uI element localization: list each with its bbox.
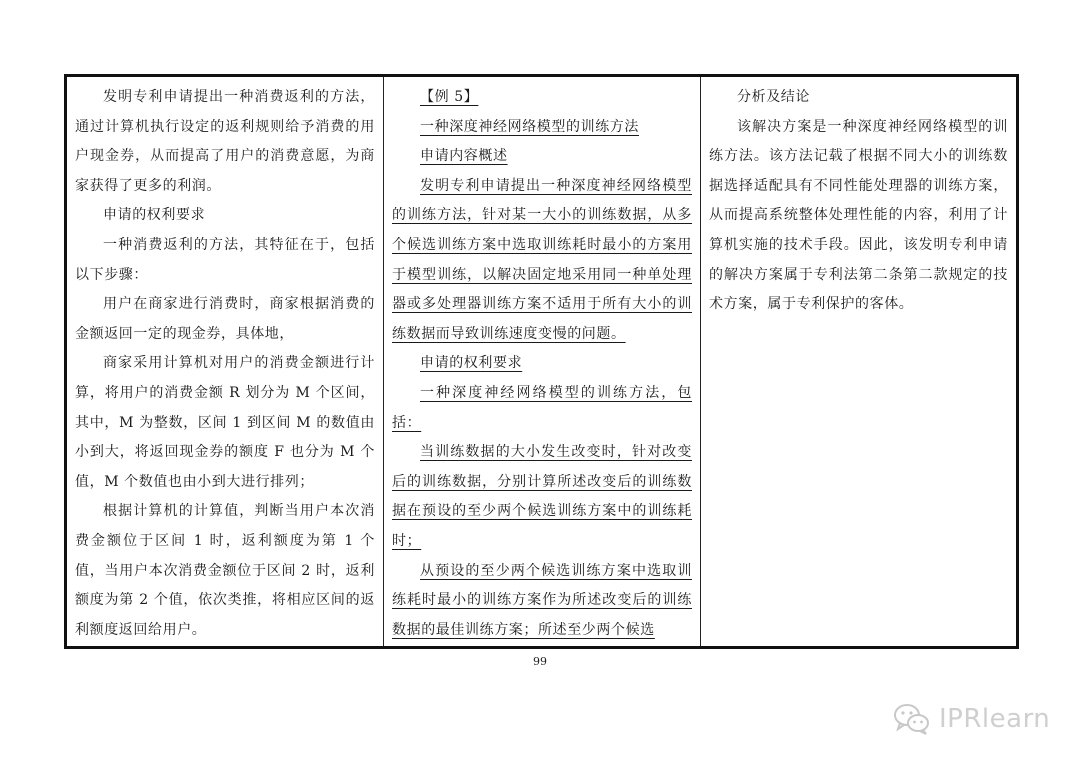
page-number: 99	[533, 655, 547, 668]
left-claims-heading: 申请的权利要求	[103, 207, 206, 224]
left-claim-step-1: 用户在商家进行消费时，商家根据消费的金额返回一定的现金券，具体地，	[75, 296, 375, 342]
middle-column	[384, 77, 701, 646]
watermark-text: IPRlearn	[939, 704, 1051, 734]
watermark	[893, 702, 1050, 736]
left-claim-step-3: 根据计算机的计算值，判断当用户本次消费金额位于区间 1 时，返利额度为第 1 个值，当用户本次消费金额位于区间 2 时，返利额度为第 2 个值，依次类推，将相应区间的返利额度返回给用户。	[75, 503, 375, 638]
analysis-body: 该解决方案是一种深度神经网络模型的训练方法。该方法记载了根据不同大小的训练数据选择适配具有不同性能处理器的训练方案，从而提高系统整体处理性能的内容，利用了计算机实施的技术手段。因此，该发明专利申请的解决方案属于专利法第二条第二款规定的技术方案，属于专利保护的客体。	[709, 118, 1008, 313]
claims-heading: 申请的权利要求	[420, 355, 523, 372]
example-table	[64, 74, 1019, 649]
example-label: 【例 5】	[420, 89, 479, 105]
left-claim-intro: 一种消费返利的方法，其特征在于，包括以下步骤：	[75, 236, 375, 283]
claim-intro: 一种深度神经网络模型的训练方法，包括：	[392, 384, 692, 431]
summary-heading: 申请内容概述	[420, 148, 508, 165]
analysis-heading: 分析及结论	[737, 89, 810, 105]
right-column	[701, 77, 1016, 646]
left-claim-step-2: 商家采用计算机对用户的消费金额进行计算，将用户的消费金额 R 划分为 M 个区间，其中，M 为整数，区间 1 到区间 M 的数值由小到大，将返回现金券的额度 F 也分为 M 个值，M 个数值也由小到大进行排列；	[75, 355, 375, 490]
summary-text: 发明专利申请提出一种深度神经网络模型的训练方法，针对某一大小的训练数据，从多个候选训练方案中选取训练耗时最小的方案用于模型训练，以解决固定地采用同一种单处理器或多处理器训练方案不适用于所有大小的训练数据而导致训练速度变慢的问题。	[392, 177, 692, 342]
wechat-icon	[893, 702, 931, 736]
claim-step-1: 当训练数据的大小发生改变时，针对改变后的训练数据，分别计算所述改变后的训练数据在预设的至少两个候选训练方案中的训练耗时；	[392, 444, 692, 549]
example-title: 一种深度神经网络模型的训练方法	[420, 118, 639, 135]
left-paragraph-1: 发明专利申请提出一种消费返利的方法，通过计算机执行设定的返利规则给予消费的用户现金券，从而提高了用户的消费意愿，为商家获得了更多的利润。	[75, 89, 375, 194]
left-column	[67, 77, 384, 646]
claim-step-2: 从预设的至少两个候选训练方案中选取训练耗时最小的训练方案作为所述改变后的训练数据的最佳训练方案；所述至少两个候选	[392, 562, 692, 638]
